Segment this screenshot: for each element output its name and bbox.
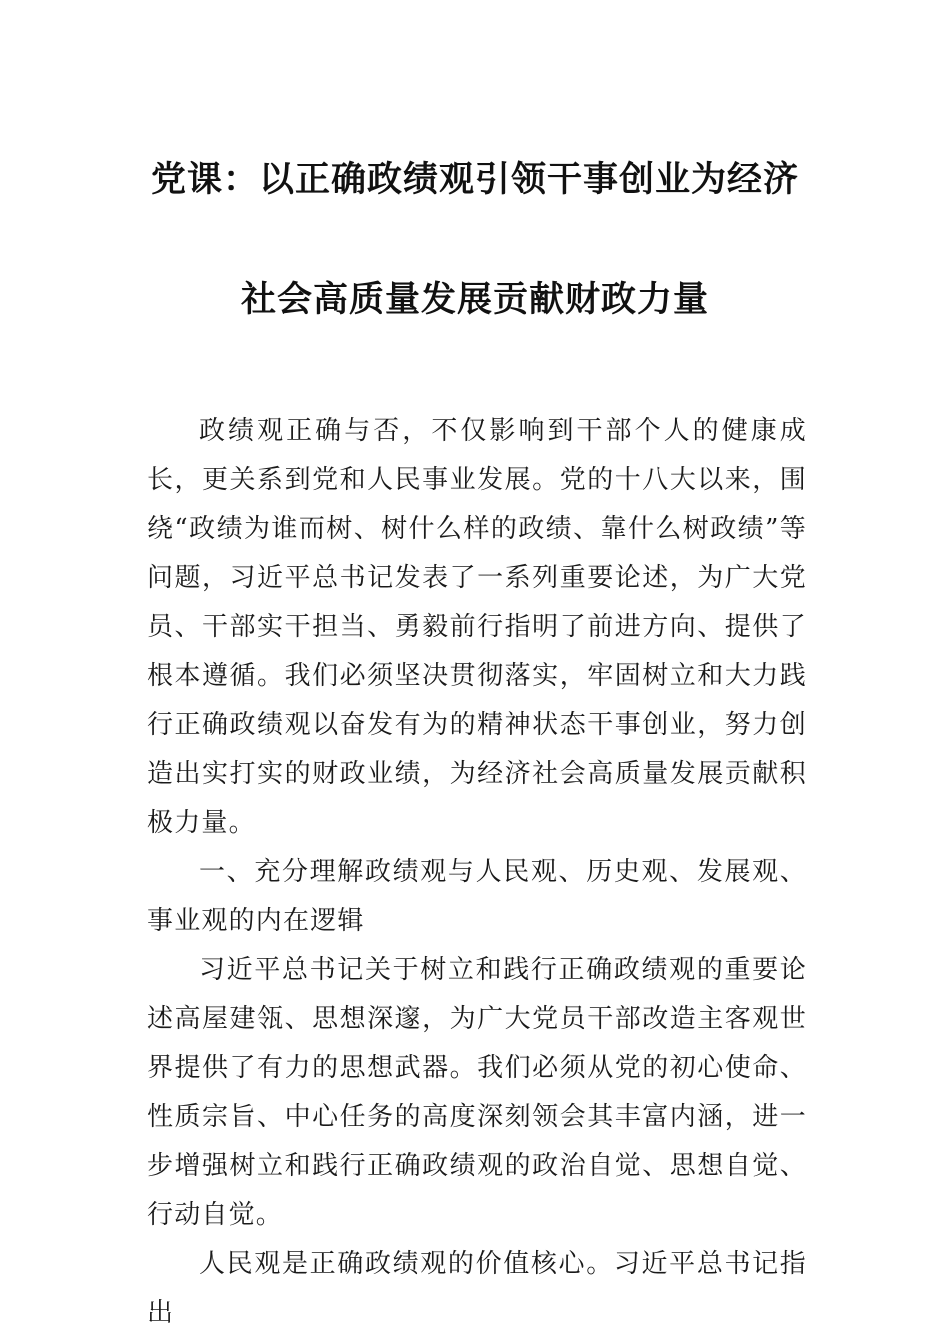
paragraph-intro: 政绩观正确与否，不仅影响到干部个人的健康成长，更关系到党和人民事业发展。党的十八大以来，围绕“政绩为谁而树、树什么样的政绩、靠什么树政绩”等问题，习近平总书记发表了一系列重要论述，为广大党员、干部实干担当、勇毅前行指明了前进方向、提供了根本遵循。我们必须坚决贯彻落实，牢固树立和大力践行正确政绩观以奋发有为的精神状态干事创业，努力创造出实打实的财政业绩，为经济社会高质量发展贡献积极力量。 <box>147 416 807 838</box>
paragraph-people-view: 人民观是正确政绩观的价值核心。习近平总书记指出 <box>147 1249 807 1328</box>
document-title-line-2: 社会高质量发展贡献财政力量 <box>240 280 709 320</box>
document-body <box>147 407 807 1338</box>
section-heading-1: 一、充分理解政绩观与人民观、历史观、发展观、事业观的内在逻辑 <box>147 857 807 936</box>
paragraph-section-1: 习近平总书记关于树立和践行正确政绩观的重要论述高屋建瓴、思想深邃，为广大党员干部改造主客观世界提供了有力的思想武器。我们必须从党的初心使命、性质宗旨、中心任务的高度深刻领会其丰富内涵，进一步增强树立和践行正确政绩观的政治自觉、思想自觉、行动自觉。 <box>147 955 807 1230</box>
document-title-line-1: 党课：以正确政绩观引领干事创业为经济 <box>150 160 799 200</box>
